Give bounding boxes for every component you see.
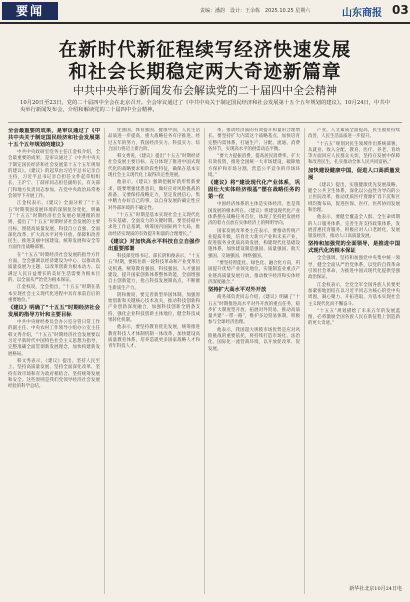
article-paragraph: 中国经济体系的主体是实体经济，也是我国发展的根本所在。《建议》将建设现代化产业体系摆在战略任务首位，体现了坚持把发展经济的着力点放在实体经济上的鲜明导向。 [208,202,300,227]
section-subheading: 坚持和加强党的全面领导，是推进中国式现代化的根本保证 [308,241,400,255]
article-paragraph: 他表示，要健全覆盖全人群、全生命周期的人口服务体系，完善生育支持政策体系，发展普惠托育服务，积极应对人口老龄化，发展银发经济，推动人口高质量发展。 [308,215,400,240]
section-subheading: 《建议》明确了“十五五”时期经济社会发展的指导方针和主要目标 [8,305,100,319]
header-meta: 责编：潘韵 设计：王余栋 2025.10.25 星期六 [200,8,311,14]
article-paragraph: 全会强调，坚持和加强党中央集中统一领导，健全全面从严治党体系，以党的自我革命引领社会革命，为推进中国式现代化提供坚强政治保证。 [308,256,400,281]
article-column-1 [8,128,100,594]
article-paragraph: 韩文秀说，《建议》提出“十五五”时期经济社会发展主要目标，充分体现了推进中国式现代化的战略要求和阶段性特征，确保在基本实现社会主义现代化上取得决定性进展。 [108,154,200,179]
article-column-2 [108,128,200,594]
article-paragraph: 他表示，要坚持教育优先发展，统筹推进教育科技人才体制机制一体改革，加快建设高质量教育体系，培养造就更多国家战略人才和青年科技人才。 [108,325,200,350]
article-paragraph: 中共中央财经委员会办公室分管日常工作的副主任、中央农村工作领导小组办公室主任韩文秀介绍，“十五五”时期经济社会发展要以习近平新时代中国特色社会主义思想为指导，完整准确全面贯彻新发展理念，加快构建新发展格局。 [8,320,100,357]
article-paragraph: 《建议》提出，实施健康优先发展战略，健全公共卫生体系，深化以公益性为导向的公立医院改革，推动优质医疗资源扩容下沉和区域均衡布局，促进医保、医疗、医药协同发展和治理。 [308,182,400,213]
article-paragraph: 产业，人文素质全面提高，民生福祉持续改善，人民生活品质进一步提升。 [308,128,400,140]
headline-line-1: 在新时代新征程续写经济快速发展 [58,40,352,61]
article-paragraph: 他表示，《建议》强调把握好新形势新要求，既要增强忧患意识，做好应对风险挑战的准备，又要保持战略定力，坚定发展信心，集中精力办好自己的事，以自身发展的确定性应对外部环境的不确定性。 [108,180,200,211]
article-paragraph: “要大力提振消费，提高居民消费率，扩大有效投资，推进全国统一大市场建设，破除地方保护和市场分割，营造公平竞争的市场环境。” [208,154,300,179]
article-paragraph: 阴和俊说，要完善新型举国体制，加强原始创新和关键核心技术攻关，推动科技创新和产业创新深度融合，加强科技创新全链条支持，强化企业科技创新主体地位，健全科技成果转化机制。 [108,292,200,324]
article-paragraph: 韩文秀表示，《建议》提出，坚持人民至上、坚持高质量发展、坚持全面深化改革、坚持有效市场和有为政府相结合、坚持统筹发展和安全。这些原则是我们党领导经济社会发展经验的科学总结。 [8,358,100,390]
divider [8,122,402,123]
column-divider [304,128,305,594]
article-paragraph: 江金权表示，《建议》全面分析了“十五五”时期我国发展环境的深刻复杂变化，明确了“十五五”时期经济社会发展必须遵循的原则，提出了“十五五”时期经济社会发展的主要目标，围绕高质量发展、科技自立自强、全面深化改革、扩大高水平对外开放、保障和改善民生、推进美丽中国建设、统筹发展和安全等方面作出战略部署。 [8,201,100,251]
article-paragraph: 化强国、体育强国、健康中国，人民生活品质进一步提高，重大战略任务有序推进。经过五年的努力，我国经济实力、科技实力、综合国力将迈上新台阶。 [108,128,200,152]
article-paragraph: “要坚持智能化、绿色化、融合化方向，巩固提升优势产业领先地位，实施制造业重点产业链高质量发展行动，推动数字经济和实体经济深度融合。” [208,261,300,285]
page-number: 03 [392,3,409,17]
article-paragraph: 江金权说，全会指出，“十五五”时期在基本实现社会主义现代化进程中具有承前启后的重要地位。” [8,285,100,303]
column-divider [104,128,105,594]
article-paragraph: 江金权表示，全党全军全国各族人民要更加紧密地团结在以习近平同志为核心的党中央周围，凝心聚力、开拓进取，为基本实现社会主义现代化而不懈奋斗。 [308,282,400,307]
lead-paragraph: 10月20日至23日，党的二十届四中全会在北京召开。全会审议通过了《中共中央关于制定国民经济和社会发展第十五个五年规划的建议》。10月24日，中共中央举行新闻发布会，介绍和解读党的二十届四中全会精神。 [20,100,391,114]
section-subheading: 坚持扩大高水平对外开放 [208,287,267,294]
article-column-3 [208,128,300,594]
section-subheading: 全会最重要的成果，是审议通过了《中共中央关于制定国民经济和社会发展第十五个五年规划的建议》 [8,128,100,148]
masthead [0,0,410,24]
article-paragraph: 国家发展改革委主任表示，要推动传统产业提质升级，培育壮大新兴产业和未来产业，促进服务业优质高效发展，构建现代化基础设施体系，加快建设制造强国、质量强国、航天强国、交通强国、网络强国。 [208,228,300,259]
newspaper-name: 山东商报 [342,8,382,19]
article-paragraph: “十五五”规划对民生领域作出系统部署，从就业、收入分配、教育、医疗、养老、育幼等方面回应人民群众关切，坚持在发展中保障和改善民生，扎实推动全体人民共同富裕。” [308,141,400,166]
section-subheading: 加快建设健康中国，促进人口高质量发展 [308,167,400,181]
headline-line-2: 和社会长期稳定两大奇迹新篇章 [68,62,342,83]
article-paragraph: 他表示，我国超大规模市场优势是应对风险挑战的重要依托，将持续打造市场化、法治化、国际化一流营商环境，以开放促改革、促发展。 [208,327,300,352]
article-column-4 [308,128,400,594]
column-divider [204,128,205,594]
section-tag: 要闻 [2,2,58,20]
article-paragraph: 革，推动经济质的有效提升和量的合理增长。要坚持扩大内需这个战略基点，加快培育完整内需体系，打通生产、分配、流通、消费各环节，实现高水平的供需动态平衡。 [208,128,300,152]
article-paragraph: “十五五”时期是基本实现社会主义现代化夯实基础、全面发力的关键时期。要坚持稳中求进工作总基调，统筹国内国际两个大局，推动经济实现质的有效提升和量的合理增长。” [108,212,200,237]
article-paragraph: 中共中央政研室党务主任江金权介绍，全会最重要的成果，是审议通过了《中共中央关于制定国民经济和社会发展第十五个五年规划的建议》。《建议》的起草由习近平总书记亲自主持，习近平总书记亲自担任文件起草组组长，王沪宁、丁薛祥同志担任副组长，有关部门和地方负责同志参加，在党中央政治局常委会领导下开展工作。 [8,150,100,200]
article-paragraph: 商务部负责同志介绍，《建议》明确了“十五五”时期推进高水平对外开放的重点任务，稳步扩大制度型开放，拓展对外贸易，推动高质量共建“一带一路”，维护多边贸易体制，积极参与全球经济治理。 [208,295,300,326]
article-paragraph: “十五五”规划描绘了未来五年的发展蓝图，必将激励全国各族人民在新征程上创造新的更大奇迹。” [308,308,400,327]
article-paragraph: 科技部党组书记、部长阴和俊表示，“十五五”时期，要抓住新一轮科技革命和产业变革历史机遇，统筹教育强国、科技强国、人才强国建设，提升国家创新体系整体效能，全面增强自主创新能力，抢占科技发展制高点，不断催生新质生产力。 [108,254,200,291]
byline: 新华社北京10月24日电 [349,586,402,592]
article-paragraph: 在“十五五”时期经济社会发展的指导方针方面，全会强调以经济建设为中心、以推动高质量发展为主题、以改革创新为根本动力、以满足人民日益增长的美好生活需要为根本目的、以全面从严治党为根本保证。 [8,252,100,283]
headline-subtitle: 中共中央举行新闻发布会解读党的二十届四中全会精神 [73,84,337,97]
section-subheading: 《建议》将“建设现代化产业体系，巩固壮大实体经济根基”摆在战略任务的第一位 [208,180,300,201]
section-subheading: 《建议》对加快高水平科技自立自强作出重要部署 [108,239,200,253]
